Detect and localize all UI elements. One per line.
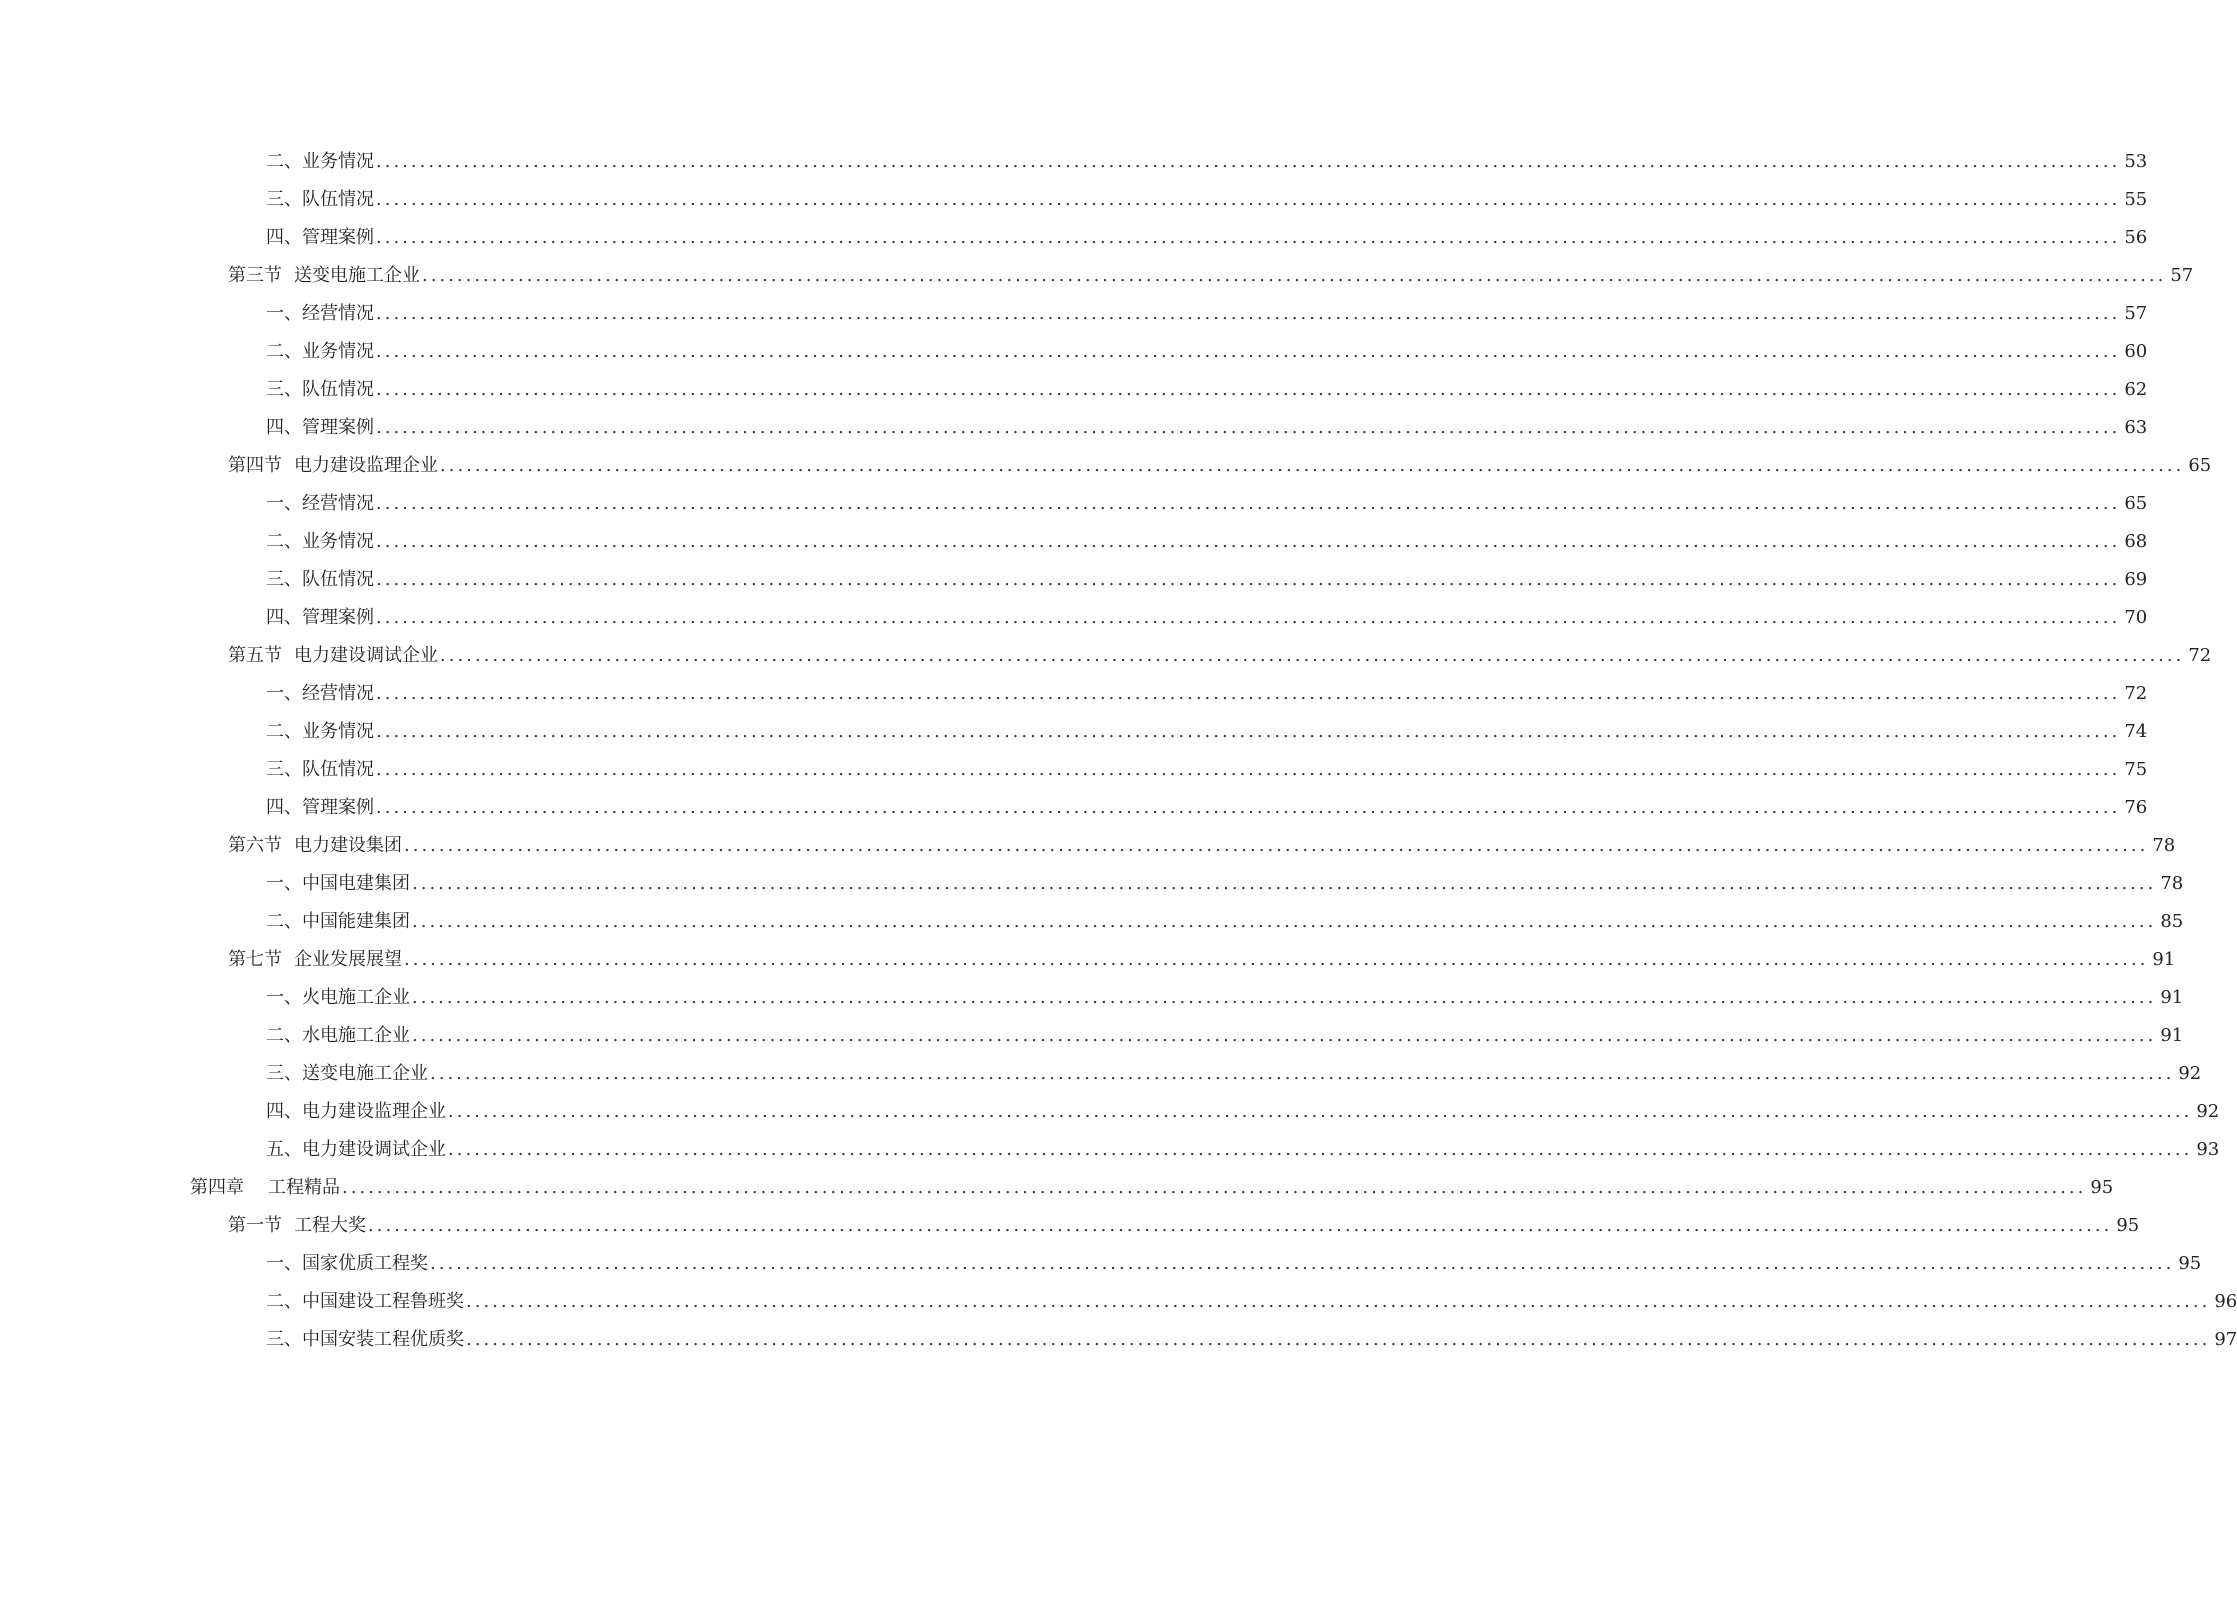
toc-entry[interactable] bbox=[0, 1207, 2140, 1245]
toc-leader-line bbox=[266, 865, 2184, 903]
toc-entry-label bbox=[228, 827, 404, 865]
toc-entry-title: 二、业务情况 bbox=[266, 531, 374, 552]
toc-leader-line bbox=[266, 561, 2148, 599]
toc-leader-line bbox=[266, 675, 2148, 713]
toc-leader-line bbox=[266, 409, 2148, 447]
toc-leader-line bbox=[266, 181, 2148, 219]
toc-page-number: 95 bbox=[2112, 1207, 2139, 1245]
toc-leader-line bbox=[228, 1207, 2140, 1245]
toc-entry-title: 二、业务情况 bbox=[266, 341, 374, 362]
toc-leader-line bbox=[266, 1245, 2202, 1283]
toc-entry-label bbox=[266, 181, 376, 219]
toc-entry-title: 四、电力建设监理企业 bbox=[266, 1101, 446, 1122]
toc-entry-number: 第七节 bbox=[228, 949, 282, 970]
toc-dot-leader: ........................................................................................................................................................................................................ bbox=[412, 1025, 2157, 1046]
toc-leader-line bbox=[266, 1283, 2237, 1321]
toc-leader-line bbox=[266, 751, 2148, 789]
toc-page-number: 53 bbox=[2120, 143, 2147, 181]
toc-dot-leader: ........................................................................................................................................................................................................ bbox=[376, 303, 2121, 324]
toc-entry-number: 第五节 bbox=[228, 645, 282, 666]
toc-entry-title: 四、管理案例 bbox=[266, 607, 374, 628]
toc-page-number: 91 bbox=[2156, 1017, 2183, 1055]
toc-leader-line bbox=[228, 447, 2212, 485]
toc-page-number: 78 bbox=[2156, 865, 2183, 903]
toc-entry-title: 三、队伍情况 bbox=[266, 379, 374, 400]
toc-leader-line bbox=[266, 1055, 2202, 1093]
toc-entry-title: 二、业务情况 bbox=[266, 151, 374, 172]
toc-entry-title: 电力建设集团 bbox=[294, 835, 402, 856]
toc-entry[interactable] bbox=[0, 1321, 2237, 1359]
toc-entry-title: 三、队伍情况 bbox=[266, 569, 374, 590]
toc-page-number: 92 bbox=[2174, 1055, 2201, 1093]
toc-page-number: 95 bbox=[2086, 1169, 2113, 1207]
toc-entry-title: 工程精品 bbox=[268, 1177, 340, 1198]
toc-page-number: 85 bbox=[2156, 903, 2183, 941]
toc-entry[interactable] bbox=[0, 1245, 2202, 1283]
toc-dot-leader: ........................................................................................................................................................................................................ bbox=[440, 455, 2185, 476]
toc-entry[interactable] bbox=[0, 143, 2148, 181]
toc-entry-label bbox=[266, 1321, 466, 1359]
toc-entry-label bbox=[266, 675, 376, 713]
toc-leader-line bbox=[266, 295, 2148, 333]
toc-page-number: 74 bbox=[2120, 713, 2147, 751]
toc-entry[interactable] bbox=[0, 447, 2212, 485]
toc-entry-title: 一、经营情况 bbox=[266, 493, 374, 514]
toc-entry-label bbox=[266, 1131, 448, 1169]
toc-entry[interactable] bbox=[0, 713, 2148, 751]
toc-leader-line bbox=[228, 637, 2212, 675]
toc-dot-leader: ........................................................................................................................................................................................................ bbox=[376, 607, 2121, 628]
toc-entry[interactable] bbox=[0, 637, 2212, 675]
toc-dot-leader: ........................................................................................................................................................................................................ bbox=[448, 1139, 2193, 1160]
toc-entry[interactable] bbox=[0, 751, 2148, 789]
toc-leader-line bbox=[228, 941, 2176, 979]
toc-page-number: 70 bbox=[2120, 599, 2147, 637]
toc-entry[interactable] bbox=[0, 675, 2148, 713]
toc-entry[interactable] bbox=[0, 979, 2184, 1017]
toc-leader-line bbox=[266, 979, 2184, 1017]
toc-dot-leader: ........................................................................................................................................................................................................ bbox=[342, 1177, 2087, 1198]
toc-entry-label bbox=[190, 1169, 342, 1207]
toc-entry-label bbox=[266, 1093, 448, 1131]
toc-entry-label bbox=[266, 143, 376, 181]
toc-dot-leader: ........................................................................................................................................................................................................ bbox=[376, 417, 2121, 438]
toc-entry[interactable] bbox=[0, 371, 2148, 409]
toc-dot-leader: ........................................................................................................................................................................................................ bbox=[368, 1215, 2113, 1236]
toc-leader-line bbox=[266, 371, 2148, 409]
toc-entry-label bbox=[266, 561, 376, 599]
toc-page-number: 55 bbox=[2120, 181, 2147, 219]
toc-page-number: 75 bbox=[2120, 751, 2147, 789]
toc-entry-title: 一、火电施工企业 bbox=[266, 987, 410, 1008]
toc-dot-leader: ........................................................................................................................................................................................................ bbox=[376, 227, 2121, 248]
toc-entry-label bbox=[266, 599, 376, 637]
toc-entry-title: 电力建设监理企业 bbox=[294, 455, 438, 476]
toc-entry-label bbox=[266, 523, 376, 561]
toc-entry-title: 五、电力建设调试企业 bbox=[266, 1139, 446, 1160]
toc-entry-title: 四、管理案例 bbox=[266, 227, 374, 248]
toc-entry-title: 一、中国电建集团 bbox=[266, 873, 410, 894]
toc-dot-leader: ........................................................................................................................................................................................................ bbox=[376, 797, 2121, 818]
toc-entry-title: 二、业务情况 bbox=[266, 721, 374, 742]
toc-page-number: 95 bbox=[2174, 1245, 2201, 1283]
toc-dot-leader: ........................................................................................................................................................................................................ bbox=[376, 683, 2121, 704]
toc-entry[interactable] bbox=[0, 1169, 2114, 1207]
toc-page-number: 72 bbox=[2120, 675, 2147, 713]
toc-leader-line bbox=[266, 485, 2148, 523]
toc-entry-label bbox=[266, 219, 376, 257]
toc-leader-line bbox=[266, 1093, 2220, 1131]
toc-page-number: 57 bbox=[2120, 295, 2147, 333]
toc-leader-line bbox=[266, 1131, 2220, 1169]
toc-entry-number: 第一节 bbox=[228, 1215, 282, 1236]
toc-entry-label bbox=[266, 1055, 430, 1093]
toc-page-number: 60 bbox=[2120, 333, 2147, 371]
toc-dot-leader: ........................................................................................................................................................................................................ bbox=[404, 949, 2149, 970]
toc-leader-line bbox=[266, 903, 2184, 941]
toc-entry-label bbox=[266, 903, 412, 941]
toc-leader-line bbox=[266, 1321, 2237, 1359]
toc-entry-label bbox=[228, 637, 440, 675]
toc-page-number: 76 bbox=[2120, 789, 2147, 827]
toc-entry-label bbox=[266, 979, 412, 1017]
toc-dot-leader: ........................................................................................................................................................................................................ bbox=[448, 1101, 2193, 1122]
toc-entry-label bbox=[266, 333, 376, 371]
toc-entry-label bbox=[266, 713, 376, 751]
toc-entry-label bbox=[228, 257, 422, 295]
toc-entry-label bbox=[266, 485, 376, 523]
toc-entry-title: 一、经营情况 bbox=[266, 303, 374, 324]
toc-entry[interactable] bbox=[0, 409, 2148, 447]
toc-page-number: 65 bbox=[2184, 447, 2211, 485]
toc-entry[interactable] bbox=[0, 1093, 2220, 1131]
toc-entry-title: 四、管理案例 bbox=[266, 417, 374, 438]
toc-entry-title: 三、中国安装工程优质奖 bbox=[266, 1329, 464, 1350]
toc-entry-label bbox=[228, 447, 440, 485]
toc-page-number: 78 bbox=[2148, 827, 2175, 865]
toc-entry[interactable] bbox=[0, 257, 2194, 295]
toc-entry[interactable] bbox=[0, 827, 2176, 865]
toc-entry-label bbox=[266, 865, 412, 903]
toc-entry-title: 企业发展展望 bbox=[294, 949, 402, 970]
toc-dot-leader: ........................................................................................................................................................................................................ bbox=[376, 721, 2121, 742]
toc-dot-leader: ........................................................................................................................................................................................................ bbox=[412, 911, 2157, 932]
toc-leader-line bbox=[190, 1169, 2114, 1207]
toc-entry[interactable] bbox=[0, 865, 2184, 903]
toc-entry-number: 第三节 bbox=[228, 265, 282, 286]
toc-dot-leader: ........................................................................................................................................................................................................ bbox=[430, 1253, 2175, 1274]
toc-entry[interactable] bbox=[0, 1131, 2220, 1169]
toc-entry[interactable] bbox=[0, 1283, 2237, 1321]
toc-entry[interactable] bbox=[0, 789, 2148, 827]
toc-page-number: 65 bbox=[2120, 485, 2147, 523]
toc-entry-label bbox=[266, 751, 376, 789]
toc-page-number: 68 bbox=[2120, 523, 2147, 561]
toc-entry-title: 一、国家优质工程奖 bbox=[266, 1253, 428, 1274]
toc-entry-title: 电力建设调试企业 bbox=[294, 645, 438, 666]
toc-page-number: 91 bbox=[2156, 979, 2183, 1017]
toc-page-number: 92 bbox=[2192, 1093, 2219, 1131]
toc-entry-label bbox=[266, 1245, 430, 1283]
toc-entry-number: 第六节 bbox=[228, 835, 282, 856]
toc-dot-leader: ........................................................................................................................................................................................................ bbox=[376, 189, 2121, 210]
toc-dot-leader: ........................................................................................................................................................................................................ bbox=[376, 341, 2121, 362]
toc-dot-leader: ........................................................................................................................................................................................................ bbox=[376, 759, 2121, 780]
toc-dot-leader: ........................................................................................................................................................................................................ bbox=[376, 151, 2121, 172]
toc-dot-leader: ........................................................................................................................................................................................................ bbox=[404, 835, 2149, 856]
table-of-contents bbox=[0, 143, 2237, 1359]
toc-dot-leader: ........................................................................................................................................................................................................ bbox=[376, 493, 2121, 514]
toc-entry-title: 三、送变电施工企业 bbox=[266, 1063, 428, 1084]
toc-entry[interactable] bbox=[0, 295, 2148, 333]
toc-dot-leader: ........................................................................................................................................................................................................ bbox=[412, 873, 2157, 894]
toc-entry-label bbox=[266, 1017, 412, 1055]
toc-dot-leader: ........................................................................................................................................................................................................ bbox=[376, 379, 2121, 400]
toc-page-number: 62 bbox=[2120, 371, 2147, 409]
toc-page-number: 56 bbox=[2120, 219, 2147, 257]
toc-entry-title: 二、中国建设工程鲁班奖 bbox=[266, 1291, 464, 1312]
toc-entry[interactable] bbox=[0, 903, 2184, 941]
toc-entry-label bbox=[266, 371, 376, 409]
toc-leader-line bbox=[266, 333, 2148, 371]
toc-page-number: 93 bbox=[2192, 1131, 2219, 1169]
toc-leader-line bbox=[266, 143, 2148, 181]
toc-dot-leader: ........................................................................................................................................................................................................ bbox=[422, 265, 2167, 286]
toc-entry[interactable] bbox=[0, 219, 2148, 257]
toc-entry-label bbox=[266, 1283, 466, 1321]
toc-leader-line bbox=[266, 1017, 2184, 1055]
toc-entry-title: 送变电施工企业 bbox=[294, 265, 420, 286]
toc-leader-line bbox=[266, 219, 2148, 257]
toc-page-number: 63 bbox=[2120, 409, 2147, 447]
toc-entry[interactable] bbox=[0, 941, 2176, 979]
toc-entry[interactable] bbox=[0, 523, 2148, 561]
toc-entry-label bbox=[266, 789, 376, 827]
toc-dot-leader: ........................................................................................................................................................................................................ bbox=[466, 1291, 2211, 1312]
toc-entry[interactable] bbox=[0, 561, 2148, 599]
toc-entry-title: 工程大奖 bbox=[294, 1215, 366, 1236]
toc-page-number: 96 bbox=[2210, 1283, 2237, 1321]
toc-entry-title: 二、水电施工企业 bbox=[266, 1025, 410, 1046]
toc-entry[interactable] bbox=[0, 485, 2148, 523]
toc-leader-line bbox=[228, 257, 2194, 295]
toc-entry-title: 三、队伍情况 bbox=[266, 189, 374, 210]
toc-entry-title: 二、中国能建集团 bbox=[266, 911, 410, 932]
toc-page-number: 97 bbox=[2210, 1321, 2237, 1359]
toc-entry[interactable] bbox=[0, 333, 2148, 371]
toc-page-number: 69 bbox=[2120, 561, 2147, 599]
toc-page-number: 57 bbox=[2166, 257, 2193, 295]
toc-dot-leader: ........................................................................................................................................................................................................ bbox=[440, 645, 2185, 666]
toc-entry-number: 第四节 bbox=[228, 455, 282, 476]
toc-page-number: 91 bbox=[2148, 941, 2175, 979]
toc-page-number: 72 bbox=[2184, 637, 2211, 675]
toc-entry-title: 四、管理案例 bbox=[266, 797, 374, 818]
toc-leader-line bbox=[266, 789, 2148, 827]
toc-entry[interactable] bbox=[0, 1017, 2184, 1055]
toc-dot-leader: ........................................................................................................................................................................................................ bbox=[376, 531, 2121, 552]
toc-entry[interactable] bbox=[0, 1055, 2202, 1093]
toc-entry-label bbox=[228, 1207, 368, 1245]
toc-dot-leader: ........................................................................................................................................................................................................ bbox=[466, 1329, 2211, 1350]
toc-entry-title: 一、经营情况 bbox=[266, 683, 374, 704]
toc-entry-label bbox=[228, 941, 404, 979]
toc-entry[interactable] bbox=[0, 599, 2148, 637]
toc-entry-label bbox=[266, 409, 376, 447]
toc-entry-title: 三、队伍情况 bbox=[266, 759, 374, 780]
toc-dot-leader: ........................................................................................................................................................................................................ bbox=[430, 1063, 2175, 1084]
toc-dot-leader: ........................................................................................................................................................................................................ bbox=[376, 569, 2121, 590]
toc-leader-line bbox=[228, 827, 2176, 865]
toc-leader-line bbox=[266, 523, 2148, 561]
toc-leader-line bbox=[266, 713, 2148, 751]
toc-entry-number: 第四章 bbox=[190, 1177, 244, 1198]
toc-dot-leader: ........................................................................................................................................................................................................ bbox=[412, 987, 2157, 1008]
toc-entry[interactable] bbox=[0, 181, 2148, 219]
toc-entry-label bbox=[266, 295, 376, 333]
toc-leader-line bbox=[266, 599, 2148, 637]
